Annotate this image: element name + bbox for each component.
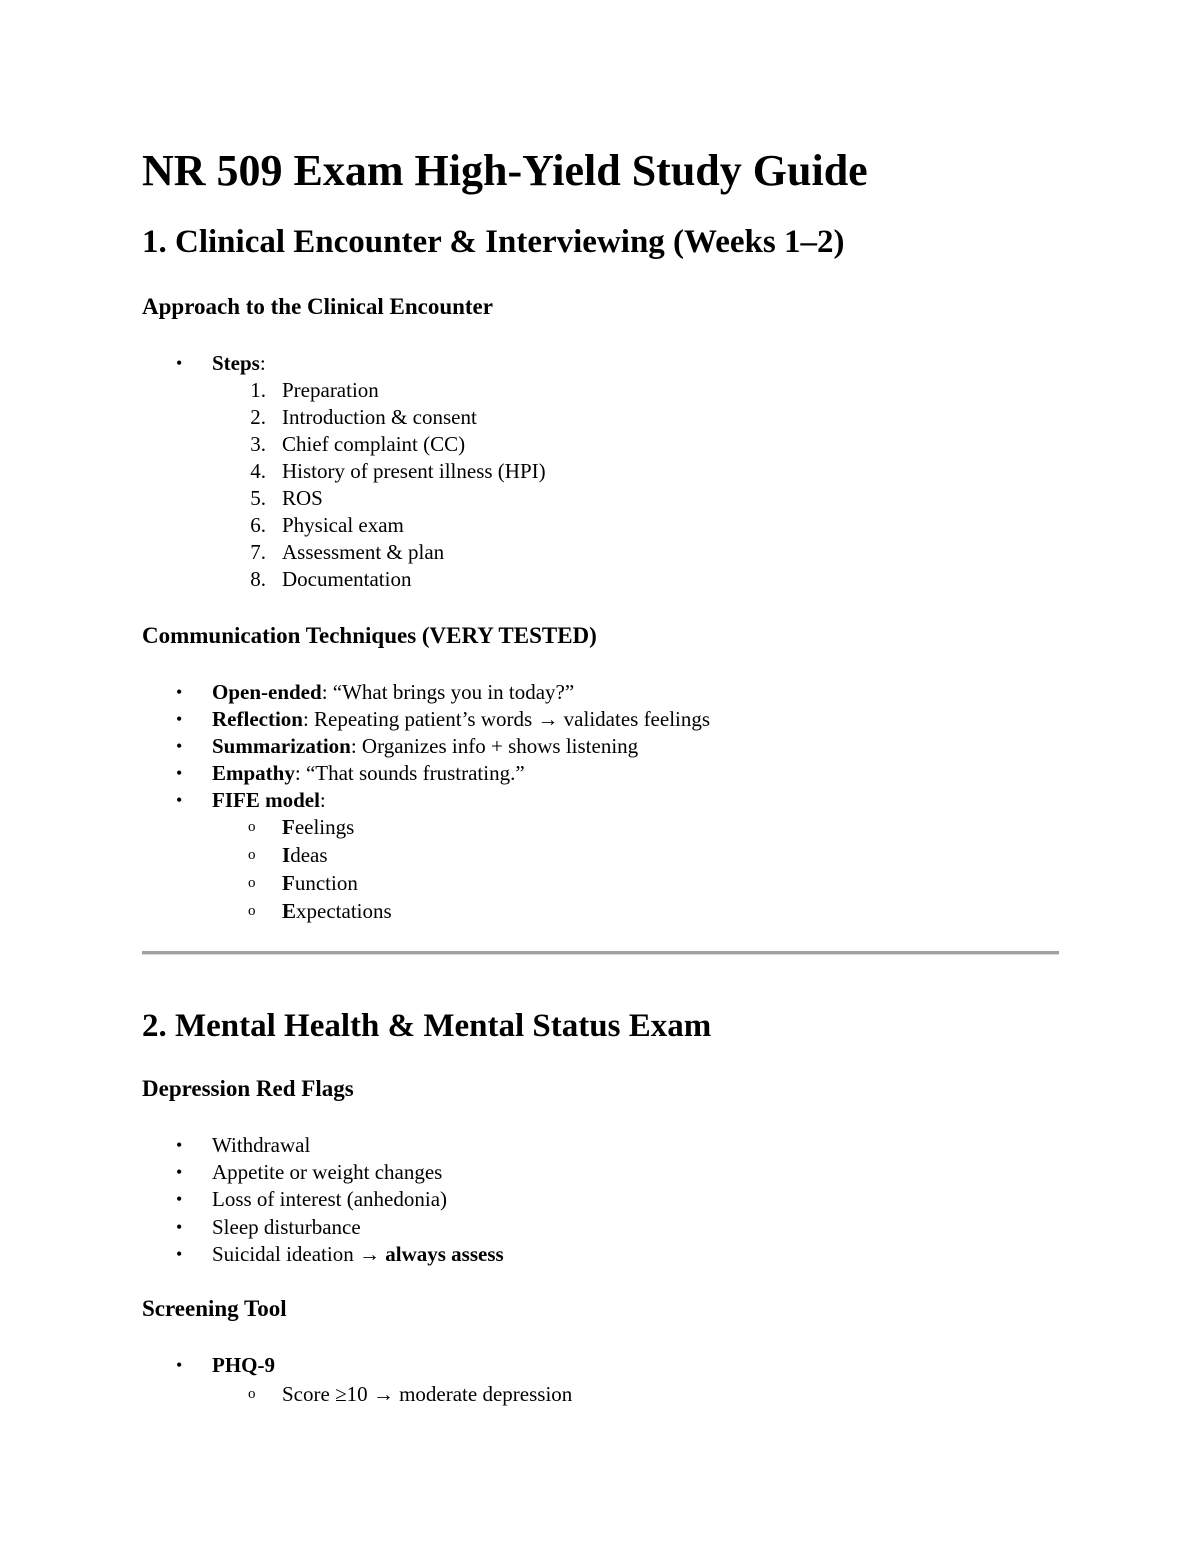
section-2-heading: 2. Mental Health & Mental Status Exam bbox=[142, 1008, 712, 1044]
communication-heading: Communication Techniques (VERY TESTED) bbox=[142, 623, 597, 648]
bullet-icon: • bbox=[176, 1355, 183, 1375]
bullet-icon: • bbox=[176, 1244, 183, 1264]
bullet-icon: • bbox=[176, 353, 183, 373]
bullet-icon: • bbox=[176, 709, 183, 729]
circle-bullet-icon: o bbox=[248, 847, 256, 863]
bullet-icon: • bbox=[176, 1135, 183, 1155]
bullet-icon: • bbox=[176, 763, 183, 783]
bullet-icon: • bbox=[176, 736, 183, 756]
circle-bullet-icon: o bbox=[248, 1386, 256, 1402]
red-flags-heading: Depression Red Flags bbox=[142, 1076, 354, 1101]
bullet-icon: • bbox=[176, 1217, 183, 1237]
bullet-icon: • bbox=[176, 682, 183, 702]
screening-heading: Screening Tool bbox=[142, 1296, 287, 1321]
screening-tool-name: PHQ-9 bbox=[212, 1353, 275, 1377]
bullet-icon: • bbox=[176, 1162, 183, 1182]
circle-bullet-icon: o bbox=[248, 875, 256, 891]
page-title: NR 509 Exam High-Yield Study Guide bbox=[142, 146, 868, 195]
section-1-heading: 1. Clinical Encounter & Interviewing (Weeks 1–2) bbox=[142, 224, 845, 260]
approach-heading: Approach to the Clinical Encounter bbox=[142, 294, 493, 319]
bullet-icon: • bbox=[176, 790, 183, 810]
bullet-icon: • bbox=[176, 1189, 183, 1209]
steps-label: Steps bbox=[212, 351, 260, 375]
circle-bullet-icon: o bbox=[248, 819, 256, 835]
circle-bullet-icon: o bbox=[248, 903, 256, 919]
horizontal-rule bbox=[142, 951, 1059, 955]
